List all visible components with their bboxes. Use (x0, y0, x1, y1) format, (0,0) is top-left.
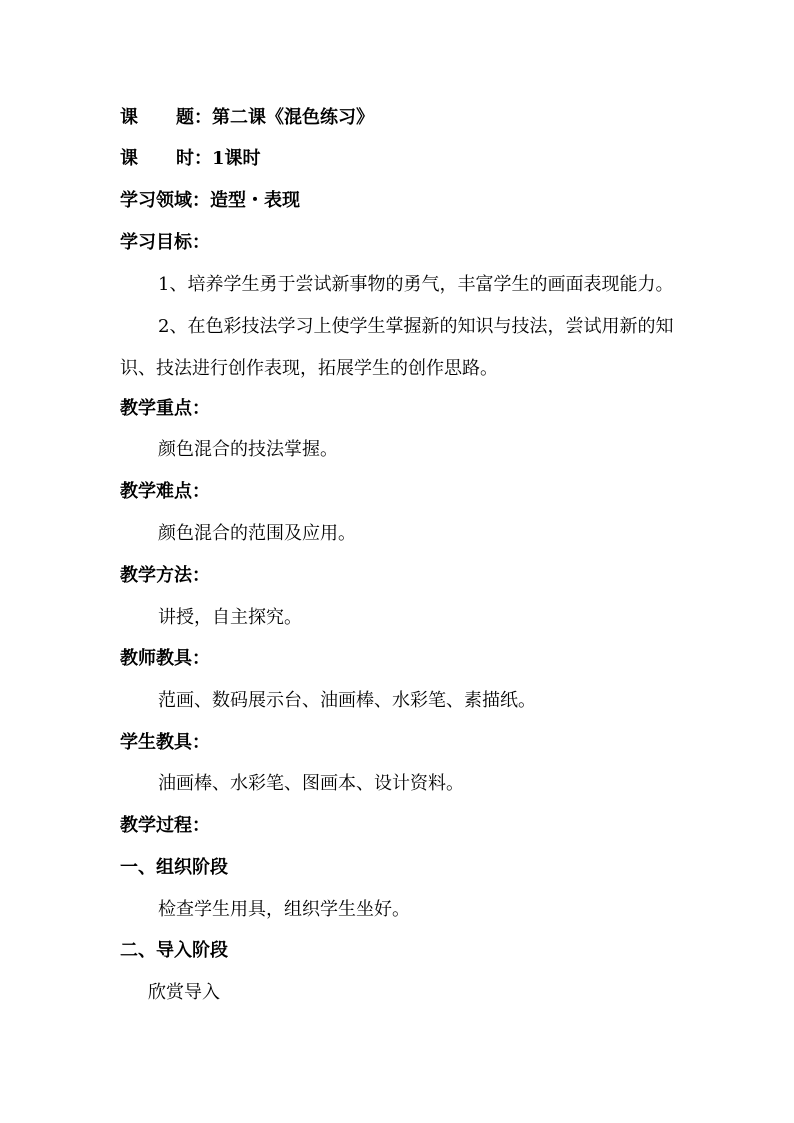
period-line (120, 147, 680, 171)
lesson-title: 第二课《混色练习》 (212, 107, 374, 128)
title-label-char-1: 课 (120, 107, 138, 128)
process-heading: 教学过程： (120, 815, 210, 836)
student-tools-heading: 学生教具： (120, 732, 210, 753)
stage-2-title: 二、导入阶段 (120, 940, 228, 961)
domain-line (120, 189, 680, 213)
student-tools-text: 油画棒、水彩笔、图画本、设计资料。 (158, 773, 464, 794)
domain-value: 造型・表现 (210, 190, 300, 211)
stage-1-text: 检查学生用具，组织学生坐好。 (158, 899, 410, 920)
stage-2-text: 欣赏导入 (148, 982, 220, 1003)
period-label-char-1: 课 (120, 148, 138, 169)
teacher-tools-text: 范画、数码展示台、油画棒、水彩笔、素描纸。 (158, 690, 536, 711)
teacher-tools-heading: 教师教具： (120, 648, 210, 669)
key-point-text: 颜色混合的技法掌握。 (158, 439, 338, 460)
goals-heading: 学习目标： (120, 232, 210, 253)
title-line (120, 106, 680, 130)
method-heading: 教学方法： (120, 565, 210, 586)
difficulty-text: 颜色混合的范围及应用。 (158, 523, 356, 544)
method-text: 讲授，自主探究。 (158, 607, 302, 628)
goal-item-1: 1、培养学生勇于尝试新事物的勇气，丰富学生的画面表现能力。 (158, 274, 674, 295)
period-value: 1课时 (212, 148, 261, 169)
stage-1-title: 一、组织阶段 (120, 857, 228, 878)
domain-label: 学习领域： (120, 190, 210, 211)
period-label-char-2: 时： (176, 148, 212, 169)
goal-item-2: 2、在色彩技法学习上使学生掌握新的知识与技法，尝试用新的知识、技法进行创作表现，拓展学生的创作思路。 (120, 316, 674, 379)
difficulty-heading: 教学难点： (120, 481, 210, 502)
title-label-char-2: 题： (176, 107, 212, 128)
key-point-heading: 教学重点： (120, 398, 210, 419)
